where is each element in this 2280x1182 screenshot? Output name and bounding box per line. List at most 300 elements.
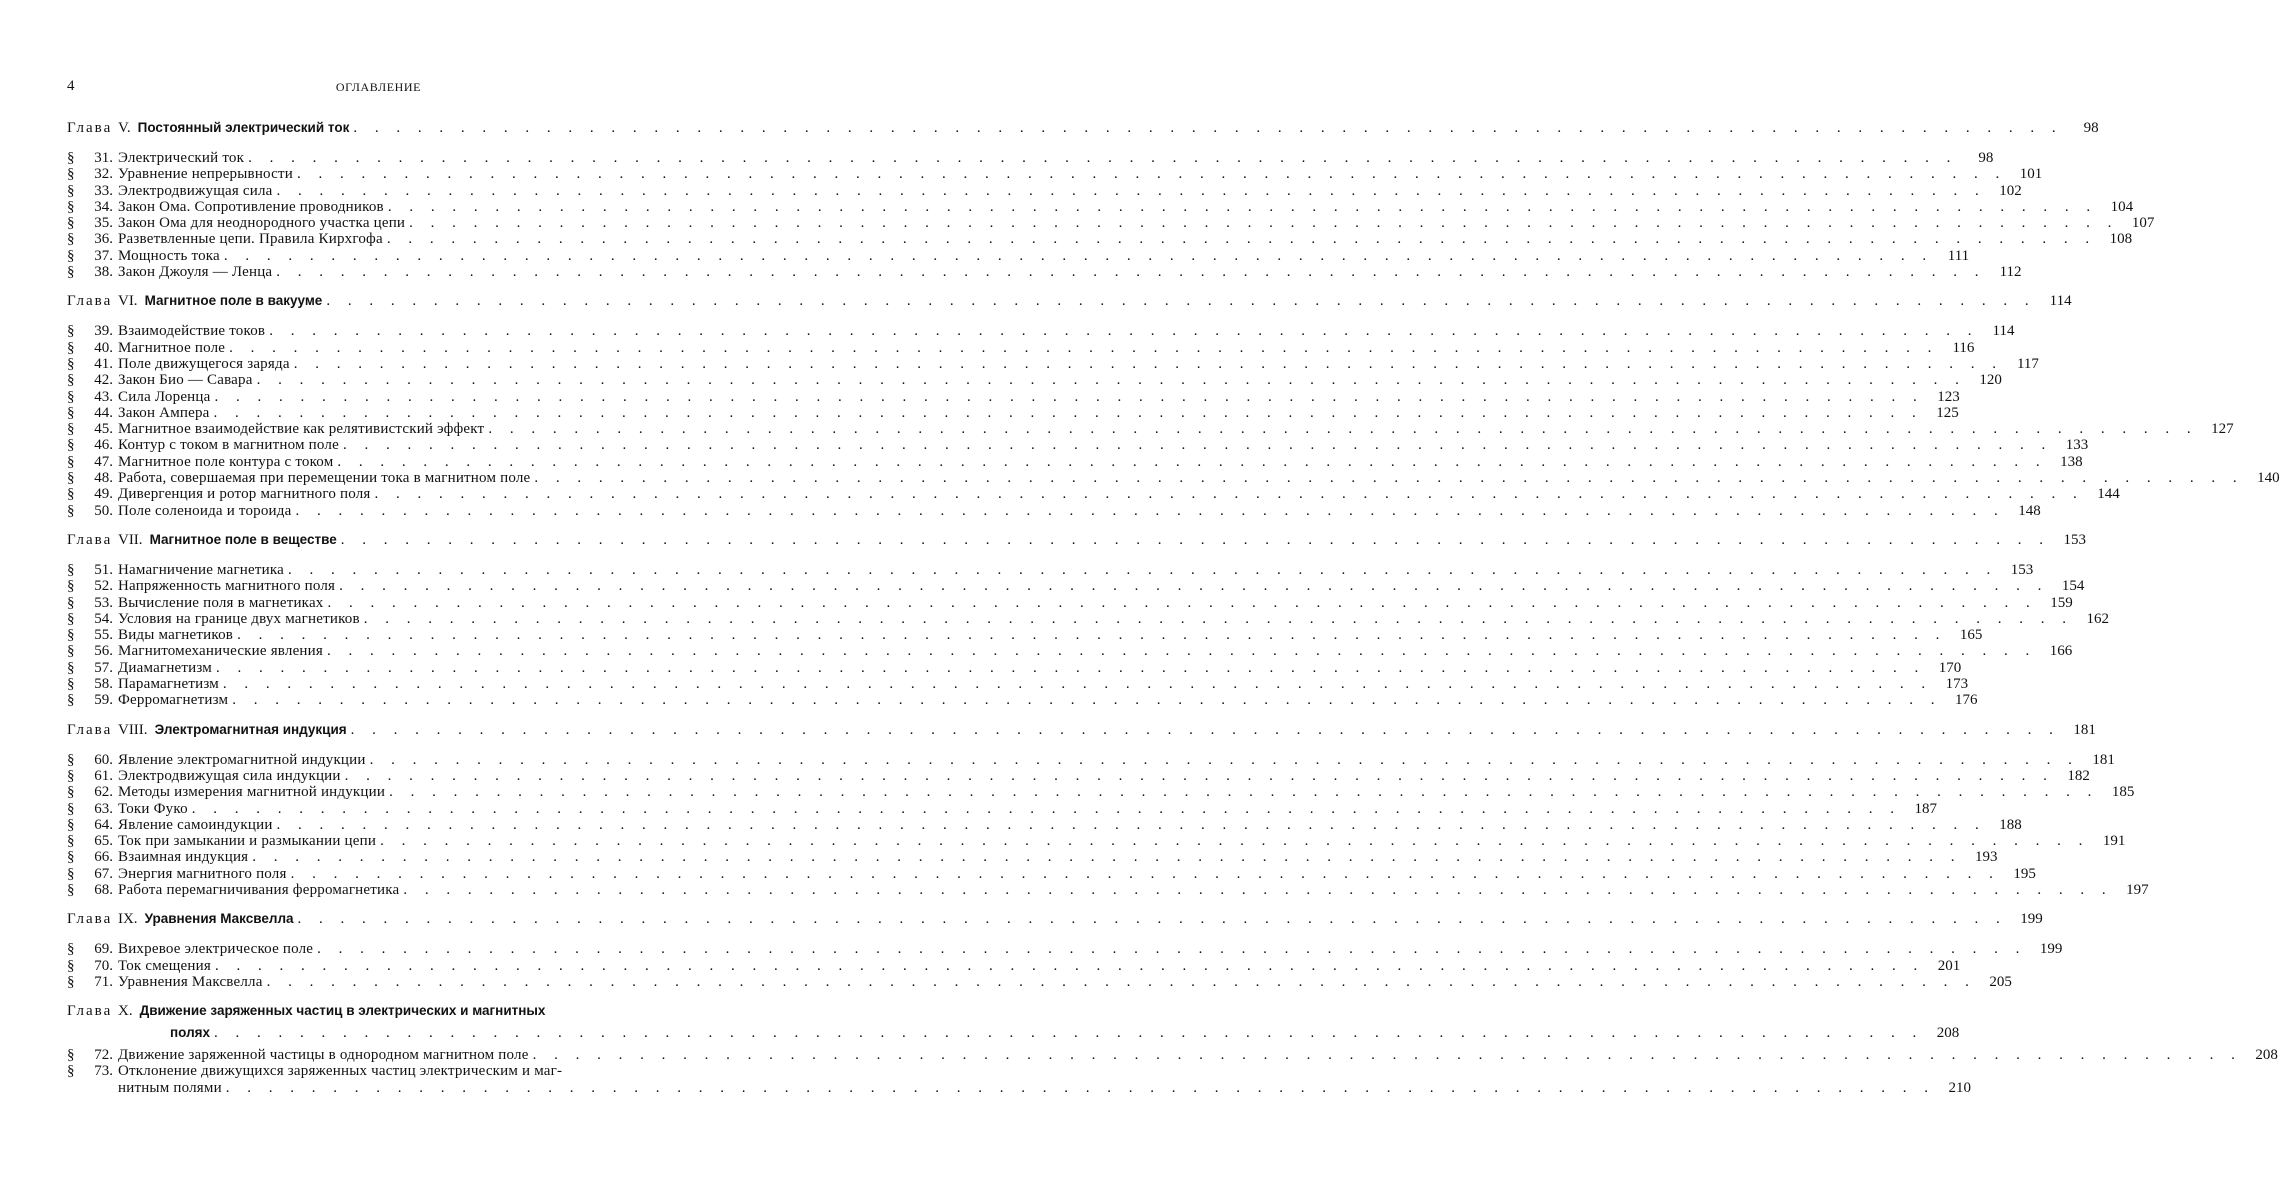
dot-leader: . . . . . . . . . . . . . . . . . . . . . . . . . . . . . . . . . . . . . . . . . . . . . . . . . . . . . . . . . . . . . . . . . . . . . . . . . . . . . . . . bbox=[252, 849, 1962, 866]
section-row bbox=[67, 166, 2043, 183]
section-mark: § bbox=[67, 676, 75, 693]
section-title: Виды магнетиков bbox=[118, 627, 234, 644]
section-mark: § bbox=[67, 816, 75, 833]
section-number: 61. bbox=[94, 767, 113, 784]
section-number: 43. bbox=[94, 388, 113, 405]
chapter-block bbox=[67, 721, 2149, 899]
section-mark: § bbox=[67, 627, 75, 644]
section-number: 54. bbox=[94, 610, 113, 627]
section-title: Поле соленоида и тороида bbox=[118, 502, 292, 519]
dot-leader: . . . . . . . . . . . . . . . . . . . . . . . . . . . . . . . . . . . . . . . . . . . . . . . . . . . . . . . . . . . . . . . . . . . . . . . . . . . . . . . . bbox=[266, 973, 1976, 990]
section-mark: § bbox=[67, 643, 75, 660]
section-mark: § bbox=[67, 561, 75, 578]
section-mark: § bbox=[67, 198, 75, 215]
section-title: Вихревое электрическое поле bbox=[118, 941, 314, 958]
section-title: Взаимодействие токов bbox=[118, 323, 266, 340]
section-number: 47. bbox=[94, 453, 113, 470]
section-mark: § bbox=[67, 502, 75, 519]
section-title: Дивергенция и ротор магнитного поля bbox=[118, 486, 371, 503]
section-page: 201 bbox=[1937, 957, 1961, 974]
section-page: 195 bbox=[2013, 865, 2036, 882]
section-number: 73. bbox=[94, 1063, 113, 1080]
section-number: 41. bbox=[94, 355, 113, 372]
section-page: 165 bbox=[1959, 627, 1983, 644]
section-number: 32. bbox=[94, 166, 113, 183]
dot-leader: . . . . . . . . . . . . . . . . . . . . . . . . . . . . . . . . . . . . . . . . . . . . . . . . . . . . . . . . . . . . . . . . . . . . . . . . . . . . . . . . bbox=[293, 355, 2003, 372]
chapter-label: Глава bbox=[67, 293, 118, 310]
section-title: Методы измерения магнитной индукции bbox=[118, 784, 386, 801]
section-title: Условия на границе двух магнетиков bbox=[118, 610, 360, 627]
section-mark: § bbox=[67, 247, 75, 264]
section-title: Явление электромагнитной индукции bbox=[118, 751, 366, 768]
section-title: Разветвленные цепи. Правила Кирхгофа bbox=[118, 231, 383, 248]
section-number: 44. bbox=[94, 404, 113, 421]
section-page: 210 bbox=[1948, 1079, 1972, 1096]
chapter-title: Электромагнитная индукция bbox=[154, 721, 347, 737]
section-title: Отклонение движущихся заряженных частиц электрическим и маг- bbox=[118, 1063, 563, 1080]
chapter-heading bbox=[67, 531, 2086, 549]
section-page: 133 bbox=[2065, 437, 2089, 454]
dot-leader: . . . . . . . . . . . . . . . . . . . . . . . . . . . . . . . . . . . . . . . . . . . . . . . . . . . . . . . . . . . . . . . . . . . . . . . . . . . . . . . . bbox=[353, 120, 2063, 136]
dot-leader: . . . . . . . . . . . . . . . . . . . . . . . . . . . . . . . . . . . . . . . . . . . . . . . . . . . . . . . . . . . . . . . . . . . . . . . . . . . . . . . . bbox=[229, 339, 1939, 356]
section-row bbox=[67, 323, 2015, 340]
section-mark: § bbox=[67, 421, 75, 438]
section-title: Мощность тока bbox=[118, 247, 220, 264]
chapter-number: V. bbox=[117, 120, 131, 136]
chapter-number: VII. bbox=[117, 531, 143, 548]
chapter-heading bbox=[67, 910, 2043, 928]
page-number: 4 bbox=[67, 78, 75, 94]
chapter-page: 153 bbox=[2063, 531, 2086, 548]
dot-leader: . . . . . . . . . . . . . . . . . . . . . . . . . . . . . . . . . . . . . . . . . . . . . . . . . . . . . . . . . . . . . . . . . . . . . . . . . . . . . . . . bbox=[389, 784, 2099, 801]
chapter-title: Магнитное поле в вакууме bbox=[144, 293, 323, 309]
section-row bbox=[67, 421, 2234, 438]
section-mark: § bbox=[67, 957, 75, 974]
section-row-cont bbox=[67, 1079, 1972, 1096]
section-number: 45. bbox=[94, 421, 113, 438]
section-row bbox=[67, 247, 1970, 264]
dot-leader: . . . . . . . . . . . . . . . . . . . . . . . . . . . . . . . . . . . . . . . . . . . . . . . . . . . . . . . . . . . . . . . . . . . . . . . . . . . . . . . . bbox=[350, 721, 2060, 738]
dot-leader: . . . . . . . . . . . . . . . . . . . . . . . . . . . . . . . . . . . . . . . . . . . . . . . . . . . . . . . . . . . . . . . . . . . . . . . . . . . . . . . . bbox=[326, 293, 2036, 310]
section-mark: § bbox=[67, 166, 75, 183]
chapter-title-cont: полях bbox=[170, 1025, 211, 1041]
section-mark: § bbox=[67, 388, 75, 405]
dot-leader: . . . . . . . . . . . . . . . . . . . . . . . . . . . . . . . . . . . . . . . . . . . . . . . . . . . . . . . . . . . . . . . . . . . . . . . . . . . . . . . . bbox=[276, 182, 1986, 199]
section-row bbox=[67, 1047, 2278, 1064]
dot-leader: . . . . . . . . . . . . . . . . . . . . . . . . . . . . . . . . . . . . . . . . . . . . . . . . . . . . . . . . . . . . . . . . . . . . . . . . . . . . . . . . bbox=[342, 437, 2053, 454]
section-number: 40. bbox=[94, 339, 113, 356]
section-row bbox=[67, 610, 2110, 627]
dot-leader: . . . . . . . . . . . . . . . . . . . . . . . . . . . . . . . . . . . . . . . . . . . . . . . . . . . . . . . . . . . . . . . . . . . . . . . . . . . . . . . . bbox=[363, 610, 2074, 627]
section-number: 60. bbox=[94, 751, 113, 768]
dot-leader: . . . . . . . . . . . . . . . . . . . . . . . . . . . . . . . . . . . . . . . . . . . . . . . . . . . . . . . . . . . . . . . . . . . . . . . . . . . . . . . . bbox=[214, 957, 1925, 974]
section-row bbox=[67, 833, 2126, 850]
section-page: 166 bbox=[2049, 643, 2073, 660]
section-title: Магнитомеханические явления bbox=[118, 643, 323, 660]
section-page: 114 bbox=[1992, 323, 2015, 340]
chapter-label: Глава bbox=[67, 721, 118, 738]
section-number: 59. bbox=[94, 692, 113, 709]
chapter-title: Движение заряженных частиц в электрических и магнитных bbox=[139, 1003, 546, 1019]
section-mark: § bbox=[67, 784, 75, 801]
section-mark: § bbox=[67, 215, 75, 232]
section-mark: § bbox=[67, 323, 75, 340]
chapter-page: 181 bbox=[2073, 721, 2096, 738]
section-row bbox=[67, 404, 1959, 421]
dot-leader: . . . . . . . . . . . . . . . . . . . . . . . . . . . . . . . . . . . . . . . . . . . . . . . . . . . . . . . . . . . . . . . . . . . . . . . . . . . . . . . . bbox=[327, 594, 2037, 611]
section-mark: § bbox=[67, 150, 75, 166]
dot-leader: . . . . . . . . . . . . . . . . . . . . . . . . . . . . . . . . . . . . . . . . . . . . . . . . . . . . . . . . . . . . . . . . . . . . . . . . . . . . . . . . bbox=[276, 264, 1986, 281]
section-page: 140 bbox=[2257, 470, 2280, 487]
section-number: 53. bbox=[94, 594, 113, 611]
section-title: Напряженность магнитного поля bbox=[118, 578, 336, 595]
section-row bbox=[67, 627, 1983, 644]
dot-leader: . . . . . . . . . . . . . . . . . . . . . . . . . . . . . . . . . . . . . . . . . . . . . . . . . . . . . . . . . . . . . . . . . . . . . . . . . . . . . . . . bbox=[339, 578, 2049, 595]
section-title: Уравнения Максвелла bbox=[118, 973, 263, 990]
chapter-page: 98 bbox=[2083, 120, 2099, 136]
section-number: 36. bbox=[94, 231, 113, 248]
section-number: 70. bbox=[94, 957, 113, 974]
section-row bbox=[67, 751, 2115, 768]
chapter-heading bbox=[67, 721, 2096, 739]
section-page: 205 bbox=[1989, 973, 2012, 990]
section-title: Уравнение непрерывности bbox=[118, 166, 293, 183]
section-title: Ток при замыкании и размыкании цепи bbox=[118, 833, 377, 850]
section-row bbox=[67, 816, 2022, 833]
chapter-label: Глава bbox=[67, 120, 118, 136]
dot-leader: . . . . . . . . . . . . . . . . . . . . . . . . . . . . . . . . . . . . . . . . . . . . . . . . . . . . . . . . . . . . . . . . . . . . . . . . . . . . . . . . bbox=[237, 627, 1947, 644]
section-title: Диамагнетизм bbox=[118, 659, 212, 676]
dot-leader: . . . . . . . . . . . . . . . . . . . . . . . . . . . . . . . . . . . . . . . . . . . . . . . . . . . . . . . . . . . . . . . . . . . . . . . . . . . . . . . . bbox=[214, 1025, 1924, 1042]
chapter-block bbox=[67, 910, 2063, 990]
section-page: 159 bbox=[2050, 594, 2073, 611]
section-title: Энергия магнитного поля bbox=[118, 865, 287, 882]
section-row bbox=[67, 150, 1994, 166]
section-number: 50. bbox=[94, 502, 113, 519]
section-number: 58. bbox=[94, 676, 113, 693]
section-row bbox=[67, 264, 2022, 281]
section-page: 197 bbox=[2126, 881, 2149, 898]
section-page: 104 bbox=[2110, 198, 2134, 215]
section-row bbox=[67, 182, 2022, 199]
section-mark: § bbox=[67, 1063, 75, 1080]
dot-leader: . . . . . . . . . . . . . . . . . . . . . . . . . . . . . . . . . . . . . . . . . . . . . . . . . . . . . . . . . . . . . . . . . . . . . . . . . . . . . . . . bbox=[409, 215, 2119, 232]
section-title: Электродвижущая сила bbox=[118, 182, 273, 199]
section-number: 65. bbox=[94, 833, 113, 850]
section-row bbox=[67, 849, 1998, 866]
section-page: 120 bbox=[1979, 372, 2002, 389]
dot-leader: . . . . . . . . . . . . . . . . . . . . . . . . . . . . . . . . . . . . . . . . . . . . . . . . . . . . . . . . . . . . . . . . . . . . . . . . . . . . . . . . bbox=[269, 323, 1979, 340]
section-title: Закон Джоуля — Ленца bbox=[118, 264, 273, 281]
section-number: 48. bbox=[94, 470, 113, 487]
dot-leader: . . . . . . . . . . . . . . . . . . . . . . . . . . . . . . . . . . . . . . . . . . . . . . . . . . . . . . . . . . . . . . . . . . . . . . . . . . . . . . . . bbox=[386, 231, 2097, 248]
section-mark: § bbox=[67, 486, 75, 503]
section-title: Магнитное поле bbox=[118, 339, 226, 356]
chapter-page: 208 bbox=[1936, 1025, 1960, 1042]
section-title: Поле движущегося заряда bbox=[118, 355, 290, 372]
dot-leader: . . . . . . . . . . . . . . . . . . . . . . . . . . . . . . . . . . . . . . . . . . . . . . . . . . . . . . . . . . . . . . . . . . . . . . . . . . . . . . . . bbox=[488, 421, 2198, 438]
section-page: 182 bbox=[2067, 767, 2090, 784]
section-title: Электродвижущая сила индукции bbox=[118, 767, 341, 784]
section-row bbox=[67, 941, 2063, 958]
section-mark: § bbox=[67, 470, 75, 487]
section-page: 199 bbox=[2039, 941, 2063, 958]
section-row bbox=[67, 561, 2034, 578]
section-number: 51. bbox=[94, 561, 113, 578]
section-page: 181 bbox=[2092, 751, 2115, 768]
section-mark: § bbox=[67, 941, 75, 958]
section-page: 125 bbox=[1936, 404, 1959, 421]
section-number: 49. bbox=[94, 486, 113, 503]
dot-leader: . . . . . . . . . . . . . . . . . . . . . . . . . . . . . . . . . . . . . . . . . . . . . . . . . . . . . . . . . . . . . . . . . . . . . . . . . . . . . . . . bbox=[290, 865, 2000, 882]
section-number: 57. bbox=[94, 659, 113, 676]
section-title: Сила Лоренца bbox=[118, 388, 211, 405]
section-number: 35. bbox=[94, 215, 113, 232]
section-row bbox=[67, 355, 2039, 372]
section-page: 188 bbox=[1999, 816, 2022, 833]
section-page: 193 bbox=[1975, 849, 1998, 866]
chapter-heading-line2 bbox=[67, 1024, 1960, 1042]
section-page: 111 bbox=[1947, 247, 1970, 264]
section-page: 208 bbox=[2255, 1047, 2278, 1064]
section-mark: § bbox=[67, 264, 75, 281]
dot-leader: . . . . . . . . . . . . . . . . . . . . . . . . . . . . . . . . . . . . . . . . . . . . . . . . . . . . . . . . . . . . . . . . . . . . . . . . . . . . . . . . bbox=[297, 911, 2007, 928]
section-page: 144 bbox=[2097, 486, 2120, 503]
chapter-number: X. bbox=[117, 1003, 133, 1020]
section-page: 162 bbox=[2086, 610, 2110, 627]
section-page: 154 bbox=[2061, 578, 2085, 595]
section-row bbox=[67, 453, 2083, 470]
chapter-label: Глава bbox=[67, 1003, 118, 1020]
chapter-page: 199 bbox=[2020, 911, 2043, 928]
section-mark: § bbox=[67, 578, 75, 595]
section-page: 123 bbox=[1937, 388, 1960, 405]
section-mark: § bbox=[67, 372, 75, 389]
section-row bbox=[67, 973, 2012, 990]
section-mark: § bbox=[67, 849, 75, 866]
dot-leader: . . . . . . . . . . . . . . . . . . . . . . . . . . . . . . . . . . . . . . . . . . . . . . . . . . . . . . . . . . . . . . . . . . . . . . . . . . . . . . . . bbox=[534, 470, 2244, 487]
dot-leader: . . . . . . . . . . . . . . . . . . . . . . . . . . . . . . . . . . . . . . . . . . . . . . . . . . . . . . . . . . . . . . . . . . . . . . . . . . . . . . . . bbox=[256, 372, 1966, 389]
section-title: Закон Био — Савара bbox=[118, 372, 253, 389]
section-page: 187 bbox=[1914, 800, 1938, 817]
dot-leader: . . . . . . . . . . . . . . . . . . . . . . . . . . . . . . . . . . . . . . . . . . . . . . . . . . . . . . . . . . . . . . . . . . . . . . . . . . . . . . . . bbox=[214, 388, 1924, 405]
section-page: 101 bbox=[2019, 166, 2043, 183]
section-mark: § bbox=[67, 881, 75, 898]
section-mark: § bbox=[67, 692, 75, 709]
section-title: Работа, совершаемая при перемещении тока в магнитном поле bbox=[118, 470, 531, 487]
section-number: 33. bbox=[94, 182, 113, 199]
section-title: Явление самоиндукции bbox=[118, 816, 273, 833]
dot-leader: . . . . . . . . . . . . . . . . . . . . . . . . . . . . . . . . . . . . . . . . . . . . . . . . . . . . . . . . . . . . . . . . . . . . . . . . . . . . . . . . bbox=[248, 150, 1958, 166]
section-row bbox=[67, 957, 1961, 974]
section-page: 112 bbox=[1999, 264, 2022, 281]
section-mark: § bbox=[67, 182, 75, 199]
section-mark: § bbox=[67, 800, 75, 817]
section-row bbox=[67, 470, 2280, 487]
section-number: 69. bbox=[94, 941, 113, 958]
section-number: 72. bbox=[94, 1047, 113, 1064]
section-title: Намагничение магнетика bbox=[118, 561, 284, 578]
section-title: Закон Ампера bbox=[118, 404, 210, 421]
chapter-number: VIII. bbox=[117, 721, 148, 738]
section-row bbox=[67, 676, 1969, 693]
section-title: Ферромагнетизм bbox=[118, 692, 229, 709]
section-row bbox=[67, 881, 2149, 898]
section-number: 68. bbox=[94, 881, 113, 898]
section-mark: § bbox=[67, 1047, 75, 1064]
section-row bbox=[67, 486, 2120, 503]
section-mark: § bbox=[67, 594, 75, 611]
section-row bbox=[67, 388, 1960, 405]
section-page: 173 bbox=[1945, 676, 1969, 693]
section-page: 127 bbox=[2211, 421, 2234, 438]
section-title: Вычисление поля в магнетиках bbox=[118, 594, 324, 611]
section-number: 56. bbox=[94, 643, 113, 660]
chapter-heading-line1 bbox=[67, 1002, 693, 1020]
chapter-block bbox=[67, 292, 2280, 519]
dot-leader: . . . . . . . . . . . . . . . . . . . . . . . . . . . . . . . . . . . . . . . . . . . . . . . . . . . . . . . . . . . . . . . . . . . . . . . . . . . . . . . . bbox=[232, 692, 1942, 709]
section-mark: § bbox=[67, 659, 75, 676]
chapter-title: Уравнения Максвелла bbox=[144, 911, 294, 927]
section-row bbox=[67, 502, 2041, 519]
section-number: 55. bbox=[94, 627, 113, 644]
section-title: Парамагнетизм bbox=[118, 676, 219, 693]
chapter-number: VI. bbox=[117, 293, 138, 310]
chapter-block bbox=[67, 119, 2155, 281]
section-mark: § bbox=[67, 751, 75, 768]
section-row bbox=[67, 372, 2002, 389]
section-row bbox=[67, 231, 2133, 248]
section-number: 31. bbox=[94, 150, 113, 166]
section-title: Контур с током в магнитном поле bbox=[118, 437, 339, 454]
section-number: 64. bbox=[94, 816, 113, 833]
section-title: Закон Ома для неоднородного участка цепи bbox=[118, 215, 406, 232]
section-mark: § bbox=[67, 231, 75, 248]
section-page: 185 bbox=[2111, 784, 2135, 801]
section-page: 117 bbox=[2016, 355, 2039, 372]
section-mark: § bbox=[67, 865, 75, 882]
dot-leader: . . . . . . . . . . . . . . . . . . . . . . . . . . . . . . . . . . . . . . . . . . . . . . . . . . . . . . . . . . . . . . . . . . . . . . . . . . . . . . . . bbox=[225, 1079, 1936, 1096]
dot-leader: . . . . . . . . . . . . . . . . . . . . . . . . . . . . . . . . . . . . . . . . . . . . . . . . . . . . . . . . . . . . . . . . . . . . . . . . . . . . . . . . bbox=[191, 800, 1902, 817]
section-title: Взаимная индукция bbox=[118, 849, 249, 866]
section-title: Электрический ток bbox=[118, 150, 245, 166]
section-number: 62. bbox=[94, 784, 113, 801]
section-number: 67. bbox=[94, 865, 113, 882]
dot-leader: . . . . . . . . . . . . . . . . . . . . . . . . . . . . . . . . . . . . . . . . . . . . . . . . . . . . . . . . . . . . . . . . . . . . . . . . . . . . . . . . bbox=[288, 561, 1998, 578]
section-page: 176 bbox=[1954, 692, 1978, 709]
section-number: 37. bbox=[94, 247, 113, 264]
chapter-label: Глава bbox=[67, 911, 118, 928]
chapter-block bbox=[67, 1002, 2278, 1096]
dot-leader: . . . . . . . . . . . . . . . . . . . . . . . . . . . . . . . . . . . . . . . . . . . . . . . . . . . . . . . . . . . . . . . . . . . . . . . . . . . . . . . . bbox=[295, 502, 2005, 519]
dot-leader: . . . . . . . . . . . . . . . . . . . . . . . . . . . . . . . . . . . . . . . . . . . . . . . . . . . . . . . . . . . . . . . . . . . . . . . . . . . . . . . . bbox=[337, 453, 2047, 470]
section-row bbox=[67, 437, 2089, 454]
table-of-contents bbox=[67, 119, 2280, 1108]
chapter-page: 114 bbox=[2049, 293, 2072, 310]
dot-leader: . . . . . . . . . . . . . . . . . . . . . . . . . . . . . . . . . . . . . . . . . . . . . . . . . . . . . . . . . . . . . . . . . . . . . . . . . . . . . . . . bbox=[344, 767, 2054, 784]
chapter-label: Глава bbox=[67, 531, 118, 548]
chapter-heading bbox=[67, 1002, 1960, 1042]
section-number: 63. bbox=[94, 800, 113, 817]
section-number: 46. bbox=[94, 437, 113, 454]
section-number: 42. bbox=[94, 372, 113, 389]
section-number: 38. bbox=[94, 264, 113, 281]
section-mark: § bbox=[67, 767, 75, 784]
section-page: 153 bbox=[2010, 561, 2034, 578]
dot-leader: . . . . . . . . . . . . . . . . . . . . . . . . . . . . . . . . . . . . . . . . . . . . . . . . . . . . . . . . . . . . . . . . . . . . . . . . . . . . . . . . bbox=[216, 659, 1926, 676]
section-row bbox=[67, 865, 2036, 882]
chapter-title: Постоянный электрический ток bbox=[137, 120, 350, 135]
section-mark: § bbox=[67, 404, 75, 421]
section-mark: § bbox=[67, 355, 75, 372]
section-title: Ток смещения bbox=[118, 957, 211, 974]
section-mark: § bbox=[67, 339, 75, 356]
dot-leader: . . . . . . . . . . . . . . . . . . . . . . . . . . . . . . . . . . . . . . . . . . . . . . . . . . . . . . . . . . . . . . . . . . . . . . . . . . . . . . . . bbox=[340, 531, 2050, 548]
dot-leader: . . . . . . . . . . . . . . . . . . . . . . . . . . . . . . . . . . . . . . . . . . . . . . . . . . . . . . . . . . . . . . . . . . . . . . . . . . . . . . . . bbox=[222, 676, 1933, 693]
section-title: Токи Фуко bbox=[118, 800, 188, 817]
chapter-heading bbox=[67, 292, 2072, 310]
section-title: Магнитное взаимодействие как релятивистский эффект bbox=[118, 421, 485, 438]
section-row bbox=[67, 578, 2085, 595]
section-title: Магнитное поле контура с током bbox=[118, 453, 334, 470]
section-page: 191 bbox=[2102, 833, 2126, 850]
section-number: 34. bbox=[94, 198, 113, 215]
dot-leader: . . . . . . . . . . . . . . . . . . . . . . . . . . . . . . . . . . . . . . . . . . . . . . . . . . . . . . . . . . . . . . . . . . . . . . . . . . . . . . . . bbox=[213, 404, 1923, 421]
section-title-cont: нитным полями bbox=[118, 1079, 222, 1096]
dot-leader: . . . . . . . . . . . . . . . . . . . . . . . . . . . . . . . . . . . . . . . . . . . . . . . . . . . . . . . . . . . . . . . . . . . . . . . . . . . . . . . . bbox=[387, 198, 2098, 215]
dot-leader: . . . . . . . . . . . . . . . . . . . . . . . . . . . . . . . . . . . . . . . . . . . . . . . . . . . . . . . . . . . . . . . . . . . . . . . . . . . . . . . . bbox=[369, 751, 2079, 768]
section-page: 107 bbox=[2131, 215, 2155, 232]
section-row bbox=[67, 198, 2134, 215]
section-mark: § bbox=[67, 437, 75, 454]
section-page: 170 bbox=[1938, 659, 1962, 676]
dot-leader: . . . . . . . . . . . . . . . . . . . . . . . . . . . . . . . . . . . . . . . . . . . . . . . . . . . . . . . . . . . . . . . . . . . . . . . . . . . . . . . . bbox=[374, 486, 2084, 503]
chapter-title: Магнитное поле в веществе bbox=[149, 531, 337, 547]
section-number: 52. bbox=[94, 578, 113, 595]
chapter-heading bbox=[67, 119, 2099, 137]
section-mark: § bbox=[67, 453, 75, 470]
section-row bbox=[67, 767, 2090, 784]
dot-leader: . . . . . . . . . . . . . . . . . . . . . . . . . . . . . . . . . . . . . . . . . . . . . . . . . . . . . . . . . . . . . . . . . . . . . . . . . . . . . . . . bbox=[223, 247, 1934, 264]
section-number: 71. bbox=[94, 973, 113, 990]
section-title: Работа перемагничивания ферромагнетика bbox=[118, 881, 400, 898]
running-title: ОГЛАВЛЕНИЕ bbox=[335, 80, 422, 94]
section-mark: § bbox=[67, 833, 75, 850]
section-row bbox=[67, 215, 2155, 232]
section-page: 108 bbox=[2109, 231, 2133, 248]
section-title: Движение заряженной частицы в однородном магнитном поле bbox=[118, 1047, 529, 1064]
section-number: 66. bbox=[94, 849, 113, 866]
chapter-block bbox=[67, 531, 2110, 709]
dot-leader: . . . . . . . . . . . . . . . . . . . . . . . . . . . . . . . . . . . . . . . . . . . . . . . . . . . . . . . . . . . . . . . . . . . . . . . . . . . . . . . . bbox=[317, 941, 2027, 958]
section-mark: § bbox=[67, 610, 75, 627]
section-row bbox=[67, 594, 2073, 611]
section-row bbox=[67, 643, 2073, 660]
dot-leader: . . . . . . . . . . . . . . . . . . . . . . . . . . . . . . . . . . . . . . . . . . . . . . . . . . . . . . . . . . . . . . . . . . . . . . . . . . . . . . . . bbox=[296, 166, 2007, 183]
section-row bbox=[67, 784, 2135, 801]
section-number: 39. bbox=[94, 323, 113, 340]
section-page: 116 bbox=[1952, 339, 1975, 356]
dot-leader: . . . . . . . . . . . . . . . . . . . . . . . . . . . . . . . . . . . . . . . . . . . . . . . . . . . . . . . . . . . . . . . . . . . . . . . . . . . . . . . . bbox=[403, 881, 2113, 898]
section-mark: § bbox=[67, 973, 75, 990]
section-title: Закон Ома. Сопротивление проводников bbox=[118, 198, 384, 215]
section-row bbox=[67, 692, 1978, 709]
section-page: 138 bbox=[2060, 453, 2083, 470]
section-page: 148 bbox=[2018, 502, 2041, 519]
chapter-number: IX. bbox=[117, 911, 138, 928]
section-page: 102 bbox=[1999, 182, 2022, 199]
section-page: 98 bbox=[1978, 150, 1994, 166]
